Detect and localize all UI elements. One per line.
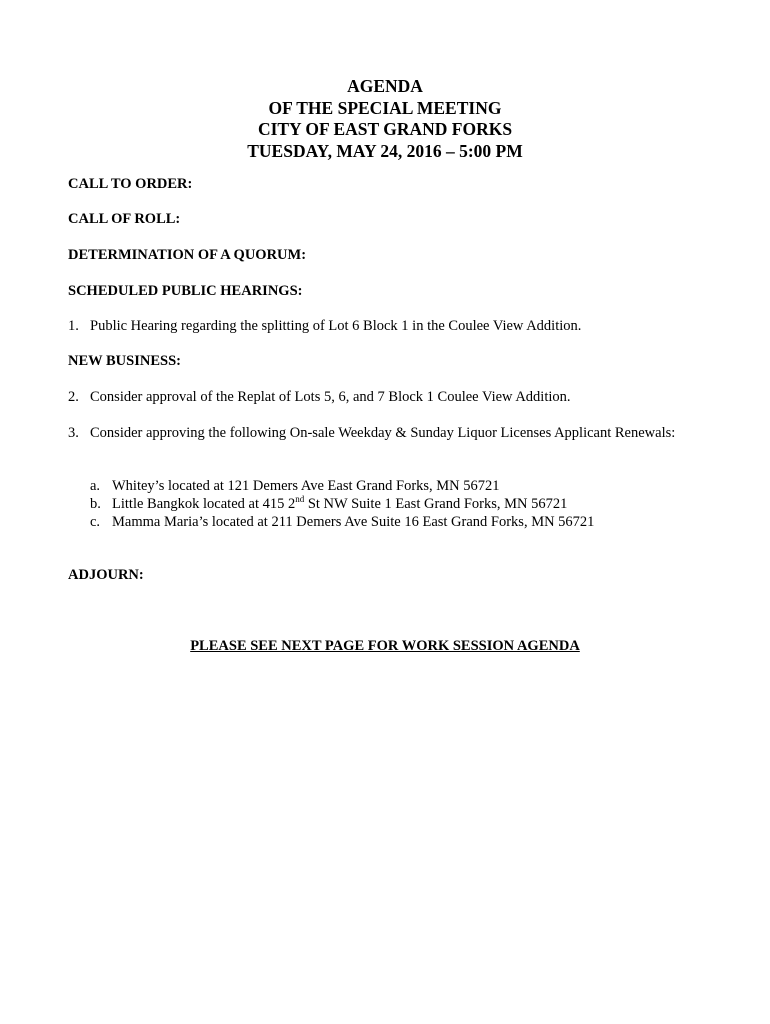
next-page-note-text: PLEASE SEE NEXT PAGE FOR WORK SESSION AGENDA	[190, 638, 580, 654]
heading-call-of-roll: CALL OF ROLL:	[68, 211, 181, 227]
heading-quorum: DETERMINATION OF A QUORUM:	[68, 247, 307, 263]
agenda-item-2	[68, 388, 724, 406]
agenda-item-1	[68, 317, 724, 335]
agenda-item-number: 2.	[68, 389, 79, 405]
title-line-agenda: AGENDA	[347, 76, 423, 96]
title-line-city: CITY OF EAST GRAND FORKS	[257, 119, 513, 139]
subitem-letter: c.	[90, 514, 101, 530]
agenda-item-text: Public Hearing regarding the splitting of Lot 6 Block 1 in the Coulee View Addition.	[90, 318, 582, 334]
title-line-meeting-type: OF THE SPECIAL MEETING	[268, 97, 502, 118]
agenda-title	[0, 76, 770, 162]
subitem-letter: a.	[90, 478, 101, 494]
agenda-item-3	[68, 424, 724, 442]
agenda-item-text: Consider approving the following On-sale Weekday & Sunday Liquor Licenses Applicant Renewals:	[90, 425, 676, 441]
heading-new-business: NEW BUSINESS:	[68, 353, 181, 369]
subitem-text-after: St NW Suite 1 East Grand Forks, MN 56721	[304, 496, 568, 512]
subitem-ordinal-suffix: nd	[295, 494, 305, 505]
subitem-c	[90, 513, 594, 531]
agenda-item-text: Consider approval of the Replat of Lots 5, 6, and 7 Block 1 Coulee View Addition.	[90, 389, 571, 405]
subitem-text: Whitey’s located at 121 Demers Ave East Grand Forks, MN 56721	[112, 478, 500, 494]
subitem-text: Mamma Maria’s located at 211 Demers Ave Suite 16 East Grand Forks, MN 56721	[112, 514, 595, 530]
heading-public-hearings: SCHEDULED PUBLIC HEARINGS:	[68, 283, 303, 299]
subitem-text-before: Little Bangkok located at 415 2	[112, 496, 296, 512]
subitem-letter: b.	[90, 496, 101, 512]
subitem-b	[90, 495, 567, 513]
next-page-note	[0, 637, 770, 655]
heading-adjourn: ADJOURN:	[68, 567, 144, 583]
agenda-item-number: 1.	[68, 318, 79, 334]
heading-call-to-order: CALL TO ORDER:	[68, 176, 193, 192]
agenda-item-number: 3.	[68, 425, 79, 441]
title-line-date: TUESDAY, MAY 24, 2016 – 5:00 PM	[247, 140, 523, 161]
subitem-a	[90, 477, 500, 495]
